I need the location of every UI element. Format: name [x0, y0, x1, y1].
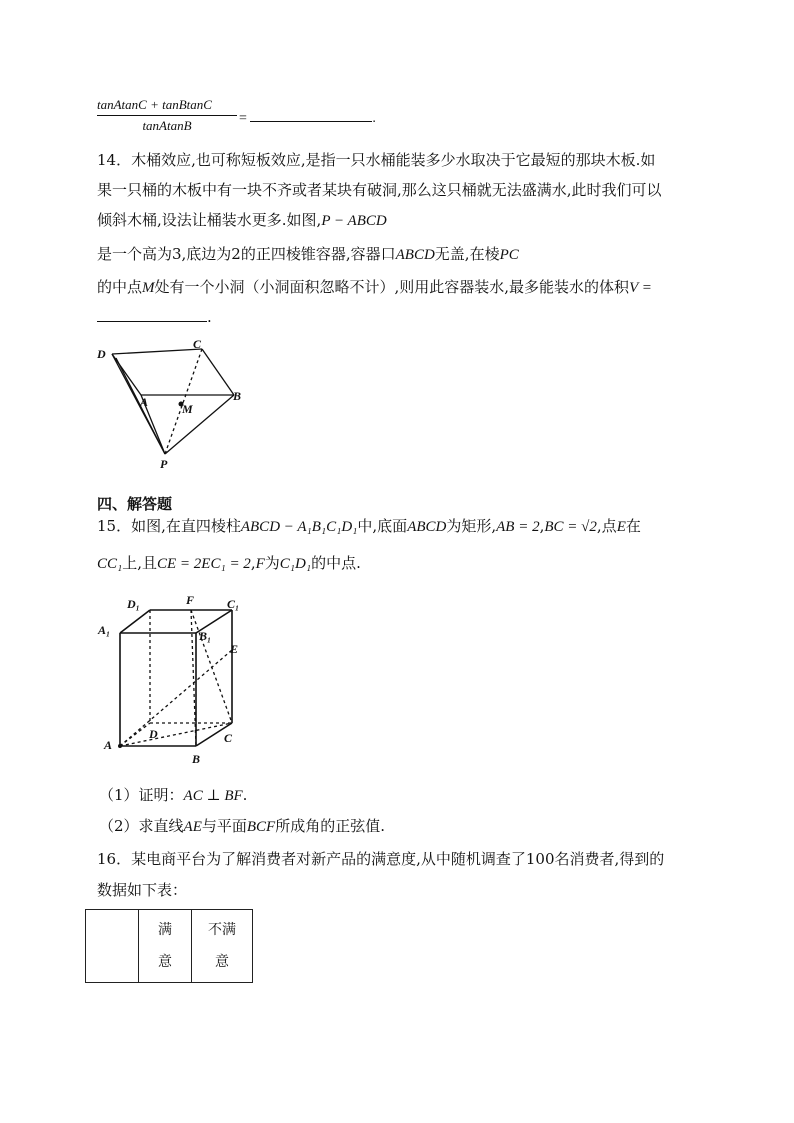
equals-sign: = — [239, 111, 247, 126]
q13-fraction — [97, 97, 237, 134]
q14-line1: 14．木桶效应,也可称短板效应,是指一只水桶能装多少水取决于它最短的那块木板.如 — [97, 151, 656, 169]
table-cell-empty — [86, 910, 139, 983]
label-b: B — [233, 389, 242, 403]
label-d: D — [97, 347, 106, 361]
label-c: C — [193, 337, 202, 351]
label-e: E — [230, 642, 239, 656]
label-a-bottom: A — [104, 738, 113, 752]
q14-line3: 倾斜木桶,设法让桶装水更多.如图,P − ABCD — [97, 211, 387, 229]
label-a1: A₁ — [98, 623, 111, 637]
label-c1: C₁ — [227, 597, 240, 611]
q14-pyramid-name: P − ABCD — [321, 213, 387, 229]
label-f: F — [186, 593, 195, 607]
q16-line2: 数据如下表： — [97, 881, 188, 899]
section-heading: 四、解答题 — [97, 495, 173, 513]
q15-line2: CC₁上,且CE = 2EC₁ = 2,F为C₁D₁的中点. — [97, 554, 361, 572]
pyramid-figure — [92, 336, 252, 476]
q15-line1: 15．如图,在直四棱柱ABCD − A₁B₁C₁D₁中,底面ABCD为矩形,AB = 2,BC = √2,点E在 — [97, 517, 641, 535]
label-p: P — [160, 457, 168, 471]
fraction-bar — [97, 115, 237, 116]
point-a-dot — [118, 744, 122, 748]
label-d1: D₁ — [127, 597, 140, 611]
table-row — [86, 910, 253, 983]
label-d-bottom: D — [149, 727, 158, 741]
q13-numerator: tanAtanC + tanBtanC — [97, 97, 212, 112]
q14-answer-line: . — [97, 307, 212, 326]
q13-denominator: tanAtanB — [142, 118, 192, 133]
q14-line5: 的中点M处有一个小洞（小洞面积忽略不计）,则用此容器装水,最多能装水的体积V = — [97, 278, 652, 296]
survey-table — [85, 909, 253, 983]
table-header-unsatisfied: 不满 意 — [192, 910, 253, 983]
q13-equals: = . — [239, 107, 376, 127]
prism-figure — [94, 590, 254, 770]
q13-answer-blank — [250, 107, 372, 122]
label-b-bottom: B — [192, 752, 201, 766]
q15-part2: （2）求直线AE与平面BCF所成角的正弦值. — [99, 817, 386, 835]
q14-line4: 是一个高为3,底边为2的正四棱锥容器,容器口ABCD无盖,在棱PC — [97, 245, 519, 263]
label-c-bottom: C — [224, 731, 233, 745]
q14-line2: 果一只桶的木板中有一块不齐或者某块有破洞,那么这只桶就无法盛满水,此时我们可以 — [97, 181, 662, 199]
label-m: M — [182, 402, 193, 416]
q15-part1: （1）证明：AC ⊥ BF. — [99, 786, 248, 804]
q16-line1: 16．某电商平台为了解消费者对新产品的满意度,从中随机调查了100名消费者,得到的 — [97, 850, 665, 868]
label-a: A — [140, 395, 149, 409]
q14-answer-blank — [97, 307, 207, 322]
label-b1: B₁ — [199, 629, 212, 643]
table-header-satisfied: 满 意 — [139, 910, 192, 983]
